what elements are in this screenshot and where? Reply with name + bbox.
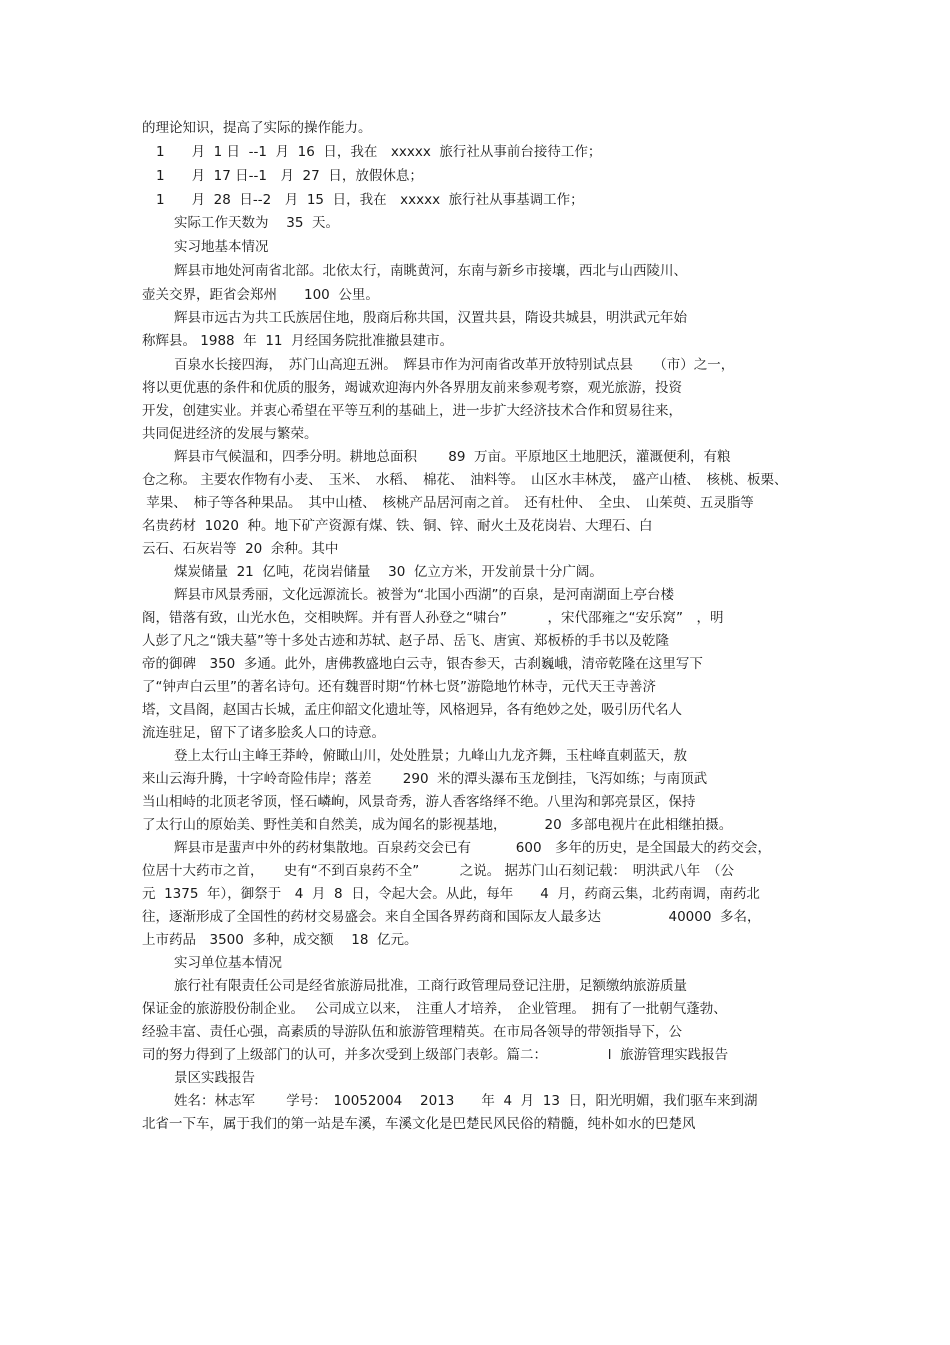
text-line: 壶关交界，距省会郑州 100 公里。 (142, 287, 379, 303)
section-heading: 实习地基本情况 (174, 239, 269, 255)
text-line: 经验丰富、责任心强，高素质的导游队伍和旅游管理精英。在市局各领导的带领指导下，公 (142, 1024, 682, 1040)
section-heading: 实习单位基本情况 (174, 955, 282, 971)
text-line: 将以更优惠的条件和优质的服务，竭诚欢迎海内外各界朋友前来参观考察，观光旅游，投资 (142, 380, 682, 396)
text-line: 了“钟声白云里”的著名诗句。还有魏晋时期“竹林七贤”游隐地竹林寺，元代天王寺善济 (142, 679, 656, 695)
text-line: 煤炭储量 21 亿吨，花岗岩储量 30 亿立方米，开发前景十分广阔。 (174, 564, 603, 580)
text-line: 姓名：林志军 学号： 10052004 2013 年 4 月 13 日，阳光明媚，我们驱车来到湖 (174, 1093, 758, 1109)
text-line: 阁，错落有致，山光水色，交相映辉。并有晋人孙登之“啸台” ，宋代邵雍之“安乐窝” ，明 (142, 610, 724, 626)
text-line: 辉县市风景秀丽，文化远源流长。被誉为“北国小西湖”的百泉，是河南湖面上亭台楼 (174, 587, 674, 603)
text-line: 实际工作天数为 35 天。 (174, 215, 340, 231)
text-line: 名贵药材 1020 种。地下矿产资源有煤、铁、铜、锌、耐火土及花岗岩、大理石、白 (142, 518, 653, 534)
text-line: 共同促进经济的发展与繁荣。 (142, 426, 318, 442)
text-line: 保证金的旅游股份制企业。 公司成立以来， 注重人才培养， 企业管理。 拥有了一批朝气蓬勃、 (142, 1001, 727, 1017)
text-line: 的理论知识，提高了实际的操作能力。 (142, 120, 372, 136)
text-line: 司的努力得到了上级部门的认可，并多次受到上级部门表彰。篇二： l 旅游管理实践报告 (142, 1047, 729, 1063)
text-line: 苹果、 柿子等各种果品。 其中山楂、 核桃产品居河南之首。 还有杜仲、 全虫、 山茱萸、五灵脂等 (142, 495, 754, 511)
text-line: 登上太行山主峰王莽岭，俯瞰山川，处处胜景；九峰山九龙齐舞，玉柱峰直刺蓝天，敖 (174, 748, 687, 764)
text-line: 云石、石灰岩等 20 余种。其中 (142, 541, 339, 557)
text-line: 1 月 28 日--2 月 15 日，我在 xxxxx 旅行社从事基调工作； (156, 192, 584, 208)
section-heading: 景区实践报告 (174, 1070, 255, 1086)
text-line: 了太行山的原始美、野性美和自然美，成为闻名的影视基地， 20 多部电视片在此相继拍摄。 (142, 817, 733, 833)
text-line: 称辉县。 1988 年 11 月经国务院批准撤县建市。 (142, 333, 454, 349)
text-line: 当山相峙的北顶老爷顶，怪石嶙峋，风景奇秀，游人香客络绎不绝。八里沟和郭亮景区，保持 (142, 794, 696, 810)
text-line: 1 月 1 日 --1 月 16 日，我在 xxxxx 旅行社从事前台接待工作； (156, 144, 602, 160)
text-line: 位居十大药市之首， 史有“不到百泉药不全” 之说。 据苏门山石刻记载： 明洪武八年 （公 (142, 863, 735, 879)
text-line: 来山云海升腾，十字岭奇险伟岸；落差 290 米的潭头瀑布玉龙倒挂，飞泻如练；与南顶武 (142, 771, 708, 787)
text-line: 1 月 17 日--1 月 27 日，放假休息； (156, 168, 423, 184)
text-line: 塔，文昌阁，赵国古长城，孟庄仰韶文化遗址等，风格迥异，各有绝妙之处，吸引历代名人 (142, 702, 682, 718)
text-line: 仓之称。 主要农作物有小麦、 玉米、 水稻、 棉花、 油料等。 山区水丰林茂， 盛产山楂、 核桃、板栗、 (142, 472, 788, 488)
text-line: 北省一下车，属于我们的第一站是车溪，车溪文化是巴楚民风民俗的精髓，纯朴如水的巴楚风 (142, 1116, 696, 1132)
text-line: 辉县市是蜚声中外的药材集散地。百泉药交会已有 600 多年的历史，是全国最大的药交会， (174, 840, 772, 856)
text-line: 辉县市地处河南省北部。北依太行，南眺黄河，东南与新乡市接壤，西北与山西陵川、 (174, 263, 687, 279)
text-line: 百泉水长接四海， 苏门山高迎五洲。 辉县市作为河南省改革开放特别试点县 （市）之一， (174, 357, 735, 373)
text-line: 上市药品 3500 多种，成交额 18 亿元。 (142, 932, 418, 948)
text-line: 辉县市气候温和，四季分明。耕地总面积 89 万亩。平原地区土地肥沃，灌溉便利，有粮 (174, 449, 731, 465)
text-line: 开发，创建实业。并衷心希望在平等互利的基础上，进一步扩大经济技术合作和贸易往来， (142, 403, 682, 419)
text-line: 辉县市远古为共工氏族居住地，殷商后称共国，汉置共县，隋设共城县，明洪武元年始 (174, 310, 687, 326)
text-line: 元 1375 年），御祭于 4 月 8 日，令起大会。从此，每年 4 月，药商云集，北药南调，南药北 (142, 886, 760, 902)
text-line: 帝的御碑 350 多通。此外，唐佛教盛地白云寺，银杏参天，古刹巍峨，清帝乾隆在这里写下 (142, 656, 703, 672)
text-line: 人彭了凡之“饿夫墓”等十多处古迹和苏轼、赵子昂、岳飞、唐寅、郑板桥的手书以及乾隆 (142, 633, 669, 649)
text-line: 流连驻足，留下了诸多脍炙人口的诗意。 (142, 725, 385, 741)
text-line: 旅行社有限责任公司是经省旅游局批准，工商行政管理局登记注册，足额缴纳旅游质量 (174, 978, 687, 994)
text-line: 往，逐渐形成了全国性的药材交易盛会。来自全国各界药商和国际友人最多达 40000 多名， (142, 909, 761, 925)
